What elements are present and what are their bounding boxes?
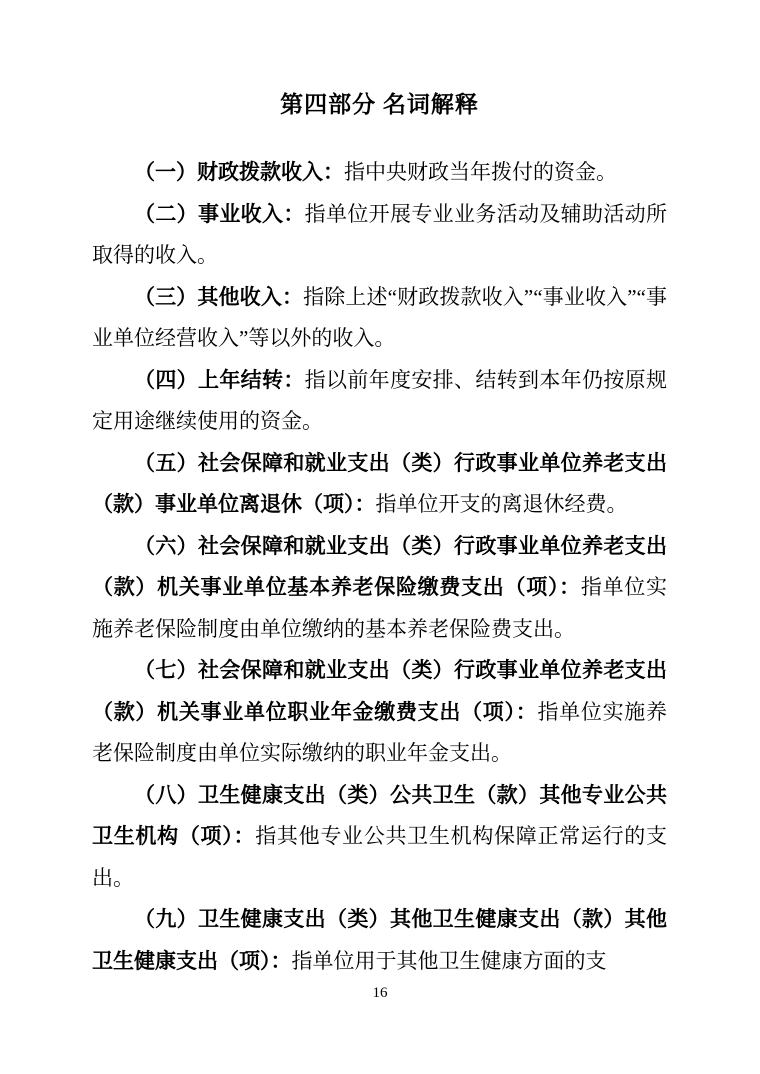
term-name: （七）社会保障和就业支出（类）行政事业单位养老支出（款）机关事业单位职业年金缴费支出（项）： (92, 658, 667, 724)
document-content (92, 90, 667, 982)
term-name: （四）上年结转： (134, 367, 305, 392)
page-title: 第四部分 名词解释 (280, 92, 479, 117)
term-definition: 指其他专业公共卫生机构保障正常运行的支出。 (92, 824, 668, 890)
term-definition: 指单位开展专业业务活动及辅助活动所取得的收入。 (92, 201, 668, 267)
term-item-4 (92, 360, 667, 443)
term-definition: 指中央财政当年拨付的资金。 (344, 160, 617, 184)
term-item-6 (92, 526, 667, 651)
term-name: （三）其他收入： (134, 284, 304, 309)
term-name: （九）卫生健康支出（类）其他卫生健康支出（款）其他卫生健康支出（项）： (92, 907, 667, 973)
term-definition: 指以前年度安排、结转到本年仍按原规定用途继续使用的资金。 (92, 367, 668, 433)
term-item-9 (92, 899, 667, 982)
term-definition: 指单位开支的离退休经费。 (375, 492, 628, 516)
term-name: （一）财政拨款收入： (134, 160, 344, 184)
term-item-8 (92, 775, 667, 900)
term-definition: 指除上述“财政拨款收入”“事业收入”“事业单位经营收入”等以外的收入。 (92, 284, 668, 350)
page-number: 16 (372, 985, 388, 1001)
term-definition: 指单位用于其他卫生健康方面的支 (291, 948, 607, 973)
term-item-1 (92, 152, 667, 194)
term-name: （二）事业收入： (134, 201, 305, 226)
term-name: （五）社会保障和就业支出（类）行政事业单位养老支出（款）事业单位离退休（项）： (92, 450, 667, 516)
term-item-2 (92, 194, 667, 277)
term-item-3 (92, 277, 667, 360)
term-item-5 (92, 443, 667, 526)
term-name: （六）社会保障和就业支出（类）行政事业单位养老支出（款）机关事业单位基本养老保险缴费支出（项）： (92, 533, 667, 599)
term-definition: 指单位实施养老保险制度由单位缴纳的基本养老保险费支出。 (92, 575, 668, 641)
term-item-7 (92, 650, 667, 775)
term-definition: 指单位实施养老保险制度由单位实际缴纳的职业年金支出。 (92, 699, 668, 765)
term-name: （八）卫生健康支出（类）公共卫生（款）其他专业公共卫生机构（项）： (92, 782, 667, 848)
